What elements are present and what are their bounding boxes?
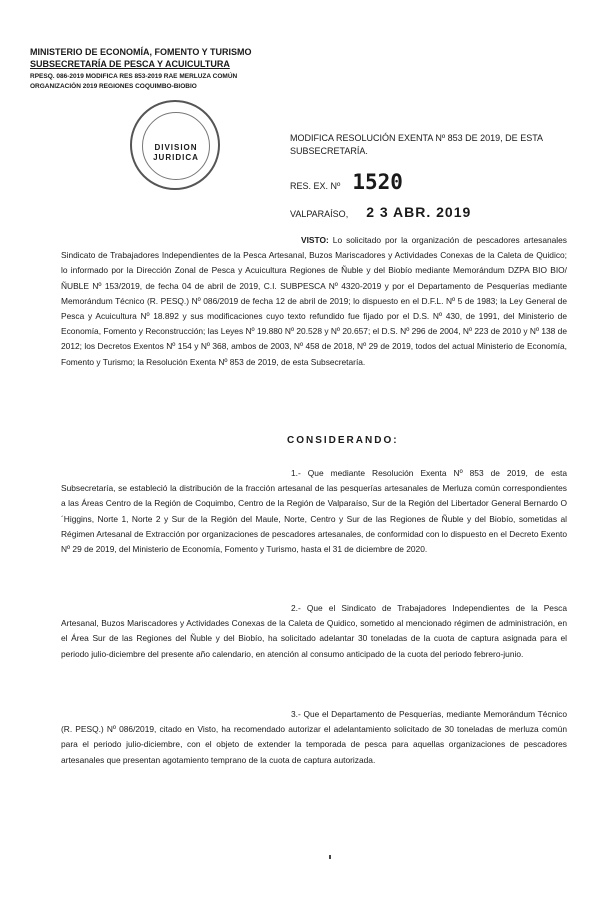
considerando-item-3-text: 3.- Que el Departamento de Pesquerías, mediante Memorándum Técnico (R. PESQ.) Nº 086/2019, citado en Visto, ha recomendado autorizar el adelantamiento solicitado de 30 toneladas de merluza común para el periodo julio-diciembre, con el objeto de extender la temporada de pesca para aquellas organizaciones de pescadores artesanales que presentan agotamiento temprano de la cuota de captura autorizada. [61,709,567,765]
reference-line-1: RPESQ. 086-2019 MODIFICA RES 853-2019 RAE MERLUZA COMÚN [30,73,238,80]
stamp-line-1: DIVISION [154,143,198,152]
visto-lead: VISTO: [301,235,329,245]
date-value: 2 3 ABR. 2019 [366,204,472,220]
ministry-name: MINISTERIO DE ECONOMÍA, FOMENTO Y TURISMO [30,47,252,57]
stamp-text [149,143,203,163]
considerando-item-2 [61,601,567,662]
considerando-item-2-text: 2.- Que el Sindicato de Trabajadores Independientes de la Pesca Artesanal, Buzos Mariscadores y Actividades Conexas de la Caleta de Quidico, sometido al mencionado régimen de administración, en el Área Sur de las Regiones del Ñuble y del Biobío, ha solicitado adelantar 30 toneladas de la cuota de captura asignada para el periodo julio-diciembre del presente año calendario, en atención al consumo anticipado de la cuota del periodo febrero-junio. [61,603,567,659]
date-row [290,204,471,220]
visto-text: Lo solicitado por la organización de pescadores artesanales Sindicato de Trabajadores Independientes de la Pesca Artesanal, Buzos Mariscadores y Actividades Conexas de la Caleta de Quidico; lo informado por la Dirección Zonal de Pesca y Acuicultura Regiones de Ñuble y del Biobío mediante Memorándum DZPA BIO BIO/ÑUBLE Nº 153/2019, de fecha 04 de abril de 2019, C.I. SUBPESCA Nº 4320-2019 y por el Departamento de Pesquerías mediante Memorándum Técnico (R. PESQ.) Nº 086/2019 de fecha 12 de abril de 2019; lo dispuesto en el D.F.L. Nº 5 de 1983; la Ley General de Pesca y Acuicultura Nº 18.892 y sus modificaciones cuyo texto refundido fue fijado por el D.S. Nº 430, de 1991, del Ministerio de Economía, Fomento y Reconstrucción; las Leyes Nº 19.880 Nº 20.528 y Nº 20.657; el D.S. Nº 296 de 2004, Nº 223 de 2010 y Nº 138 de 2012; los Decretos Exentos Nº 154 y Nº 368, ambos de 2003, Nº 458 de 2018, Nº 29 de 2019, todos del actual Ministerio de Economía, Fomento y Turismo; la Resolución Exenta Nº 853 de 2019, de esta Subsecretaría. [61,235,567,367]
considerando-item-3 [61,707,567,768]
subsecretaria-name: SUBSECRETARÍA DE PESCA Y ACUICULTURA [30,59,230,69]
date-label: VALPARAÍSO, [290,209,349,219]
page-mark [329,855,331,859]
resolution-label: RES. EX. Nº [290,181,341,191]
visto-paragraph [61,233,567,370]
resolution-row [290,170,403,194]
reference-line-2: ORGANIZACIÓN 2019 REGIONES COQUIMBO-BIOBIO [30,83,197,90]
considerando-heading: CONSIDERANDO: [287,435,399,446]
considerando-item-1-text: 1.- Que mediante Resolución Exenta Nº 853 de 2019, de esta Subsecretaría, se estableció la distribución de la fracción artesanal de las pesquerías artesanales de Merluza común correspondientes a las Áreas Centro de la Región de Coquimbo, Centro de la Región de Valparaíso, Sur de la Región del Libertador General Bernardo O´Higgins, Norte 1, Norte 2 y Sur de la Región del Maule, Norte, Centro y Sur de las Regiones de Ñuble y del Biobío, sometidas al Régimen Artesanal de Extracción por organizaciones de pescadores artesanales, de conformidad con lo dispuesto en el Decreto Exento Nº 29 de 2019, del Ministerio de Economía, Fomento y Turismo, hasta el 31 de diciembre de 2020. [61,468,567,555]
stamp-inner-ring [142,112,210,180]
stamp-line-2: JURIDICA [153,153,199,162]
division-juridica-stamp [130,100,220,190]
considerando-item-1 [61,466,567,557]
resolution-number: 1520 [352,170,403,194]
document-subject: MODIFICA RESOLUCIÓN EXENTA Nº 853 DE 2019, DE ESTA SUBSECRETARÍA. [290,133,543,156]
